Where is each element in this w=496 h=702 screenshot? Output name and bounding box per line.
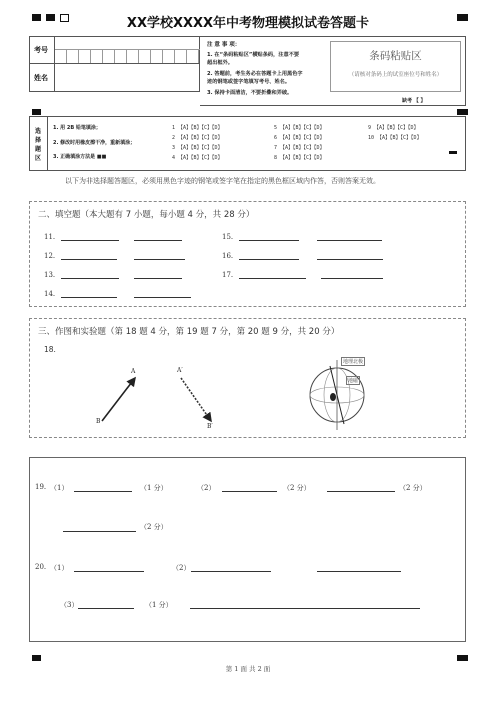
points-label: （1 分） [145,601,173,609]
answer-line[interactable] [317,240,382,241]
notice-heading: 注 意 事 项： [207,42,241,48]
label-a: A [131,368,136,375]
registration-mark [457,655,468,661]
choice-option-row[interactable]: 5 【A】【B】【C】【D】 [274,125,325,131]
question-number: 20. [35,563,47,571]
answer-line[interactable] [134,297,191,298]
answer-line[interactable] [239,278,306,279]
part-label: （3） [60,601,79,609]
question-number: 14. [44,290,56,298]
choice-option-row[interactable]: 7 【A】【B】【C】【D】 [274,145,325,151]
question-number: 12. [44,252,56,260]
name-label: 姓名 [34,74,48,82]
answer-line[interactable] [239,259,299,260]
choice-option-row[interactable]: 6 【A】【B】【C】【D】 [274,135,325,141]
choice-option-row[interactable]: 4 【A】【B】【C】【D】 [172,155,223,161]
arrow-a2b2 [181,378,211,421]
choice-rule: 2. 修改时用橡皮擦干净，重新填涂； [53,140,136,146]
question-number: 13. [44,271,56,279]
answer-line[interactable] [134,240,182,241]
globe-top-label: 地理北极 [343,359,364,365]
registration-mark [457,109,468,115]
choice-side-label: 选 [35,128,42,135]
question-number: 16. [222,252,234,260]
answer-line[interactable] [239,240,299,241]
page-title: XX学校XXXX年中考物理模拟试卷答题卡 [126,16,370,31]
part-label: （1） [50,564,69,572]
choice-option-row[interactable]: 2 【A】【B】【C】【D】 [172,135,223,141]
registration-mark [449,151,457,154]
notice-item: 迹的钢笔或签字笔填写考号、姓名。 [207,79,291,85]
barcode-title: 条码粘贴区 [369,50,422,62]
points-label: （2 分） [140,523,168,531]
choice-option-row[interactable]: 8 【A】【B】【C】【D】 [274,155,325,161]
answer-line[interactable] [61,278,119,279]
arrow-ab [102,378,135,421]
answer-line[interactable] [327,491,395,492]
answer-line[interactable] [222,491,277,492]
absent-label[interactable]: 缺考 【 】 [402,98,426,104]
part-label: （2） [172,564,191,572]
label-b: B [96,418,101,425]
notice-item: 1. 在“条码粘贴区”横贴条码，注意不要 [207,52,300,58]
points-label: （2 分） [283,484,311,492]
points-label: （2 分） [399,484,427,492]
registration-mark [32,109,41,115]
choice-option-row[interactable]: 1 【A】【B】【C】【D】 [172,125,223,131]
question-number: 11. [44,233,56,241]
choice-option-row[interactable]: 3 【A】【B】【C】【D】 [172,145,223,151]
page-footer: 第 1 面 共 2 面 [225,665,271,673]
question-number: 19. [35,483,47,491]
barcode-subtitle: （请核对条码上的试室座位号和姓名） [348,72,443,78]
answer-line[interactable] [74,571,144,572]
answer-line[interactable] [61,240,119,241]
answer-line[interactable] [190,608,420,609]
choice-rule: 1. 用 2B 铅笔填涂； [53,125,101,131]
points-label: （1 分） [140,484,168,492]
answer-line[interactable] [61,297,117,298]
id-input-grid[interactable] [55,36,200,63]
answer-line[interactable] [317,259,383,260]
choice-side-label: 题 [35,146,42,153]
choice-option-row[interactable]: 10 【A】【B】【C】【D】 [368,135,422,141]
draw-section-title: 三、作图和实验题（第 18 题 4 分，第 19 题 7 分，第 20 题 9 分，共 20 分） [38,327,340,337]
choice-option-row[interactable]: 9 【A】【B】【C】【D】 [368,125,419,131]
answer-line[interactable] [61,259,117,260]
question-number: 15. [222,233,234,241]
choice-side-label: 区 [35,155,42,162]
notice-item: 2. 答题前，考生务必在答题卡上用黑色字 [207,71,303,77]
answer-line[interactable] [321,278,383,279]
question-number: 18. [44,345,56,354]
answer-line[interactable] [134,278,182,279]
instruction-text: 以下为非选择题答题区，必须用黑色字迹的钢笔或签字笔在指定的黑色框区域内作答，否则答案无效。 [65,177,380,185]
answer-line[interactable] [317,571,401,572]
fill-section-title: 二、填空题（本大题有 7 小题，每小题 4 分，共 28 分） [38,210,255,220]
part-label: （2） [197,484,216,492]
globe-mid-label: 地磁 [348,378,359,384]
part-label: （1） [50,484,69,492]
answer-line[interactable] [78,608,134,609]
answer-line[interactable] [63,531,136,532]
answer-line[interactable] [74,491,132,492]
answer-line[interactable] [134,259,185,260]
choice-rule: 3. 正确填涂方法是 ■■ [53,154,107,160]
notice-item: 3. 保持卡面清洁，不要折叠和弄破。 [207,90,293,96]
label-a-prime: A′ [177,367,183,374]
question-number: 17. [222,271,234,279]
label-b-prime: B′ [207,423,213,430]
choice-side-label: 择 [35,137,42,144]
registration-mark [32,655,41,661]
id-label: 考号 [34,46,48,54]
answer-line[interactable] [191,571,271,572]
name-input[interactable] [55,64,200,92]
notice-item: 超出框外。 [207,60,233,66]
